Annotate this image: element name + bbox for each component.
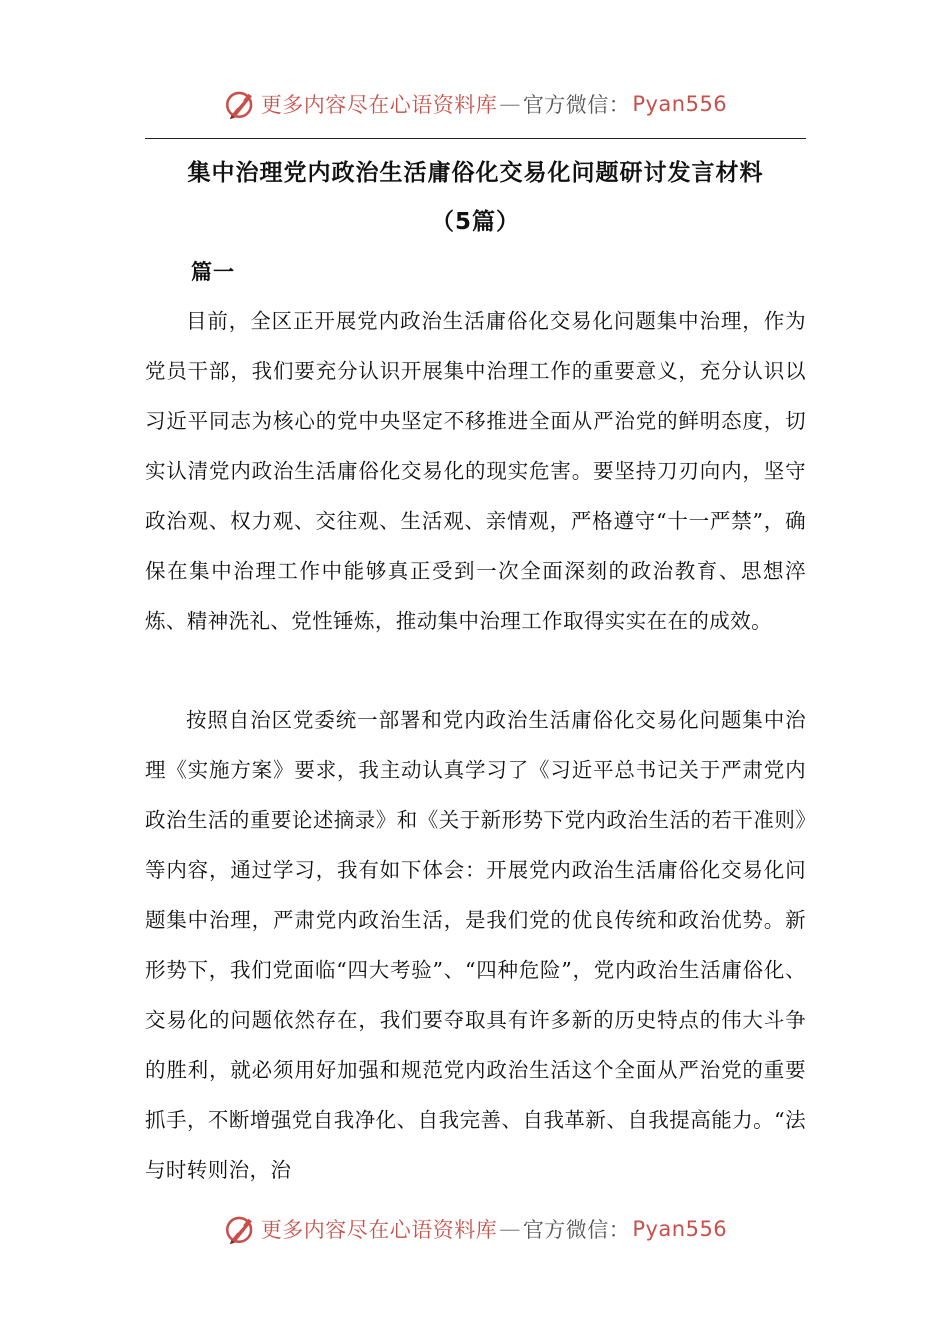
body-paragraph: 按照自治区党委统一部署和党内政治生活庸俗化交易化问题集中治理《实施方案》要求，我主动认真学习了《习近平总书记关于严肃党内政治生活的重要论述摘录》和《关于新形势下党内政治生活的若干准则》等内容，通过学习，我有如下体会：开展党内政治生活庸俗化交易化问题集中治理，严肃党内政治生活，是我们党的优良传统和政治优势。新形势下，我们党面临“四大考验”、“四种危险”，党内政治生活庸俗化、交易化的问题依然存在，我们要夺取具有许多新的历史特点的伟大斗争的胜利，就必须用好加强和规范党内政治生活这个全面从严治党的重要抓手，不断增强党自我净化、自我完善、自我革新、自我提高能力。“法与时转则治，治 [145, 708, 806, 1182]
pen-logo-icon [223, 87, 257, 121]
body-paragraph: 目前，全区正开展党内政治生活庸俗化交易化问题集中治理，作为党员干部，我们要充分认识开展集中治理工作的重要意义，充分认识以习近平同志为核心的党中央坚定不移推进全面从严治党的鲜明态度，切实认清党内政治生活庸俗化交易化的现实危害。要坚持刀刃向内，坚守政治观、权力观、交往观、生活观、亲情观，严格遵守“十一严禁”，确保在集中治理工作中能够真正受到一次全面深刻的政治教育、思想淬炼、精神洗礼、党性锤炼，推动集中治理工作取得实实在在的成效。 [145, 309, 806, 633]
banner-site-text: 更多内容尽在心语资料库 [260, 93, 498, 117]
section-heading: 篇一 [191, 260, 235, 284]
document-title: 集中治理党内政治生活庸俗化交易化问题研讨发言材料 [187, 160, 764, 186]
footer-banner [0, 1209, 950, 1249]
banner-dash: — [499, 92, 521, 116]
banner-wechat-id: Pyan556 [632, 92, 728, 116]
header-banner [0, 84, 950, 124]
pen-logo-icon [223, 1212, 257, 1246]
banner-label: 官方微信： [522, 93, 631, 117]
document-title-count: （5篇） [430, 209, 520, 235]
banner-wechat-id: Pyan556 [632, 1217, 728, 1241]
banner-site-text: 更多内容尽在心语资料库 [260, 1218, 498, 1242]
header-divider [145, 138, 806, 139]
banner-dash: — [499, 1217, 521, 1241]
banner-label: 官方微信： [522, 1218, 631, 1242]
